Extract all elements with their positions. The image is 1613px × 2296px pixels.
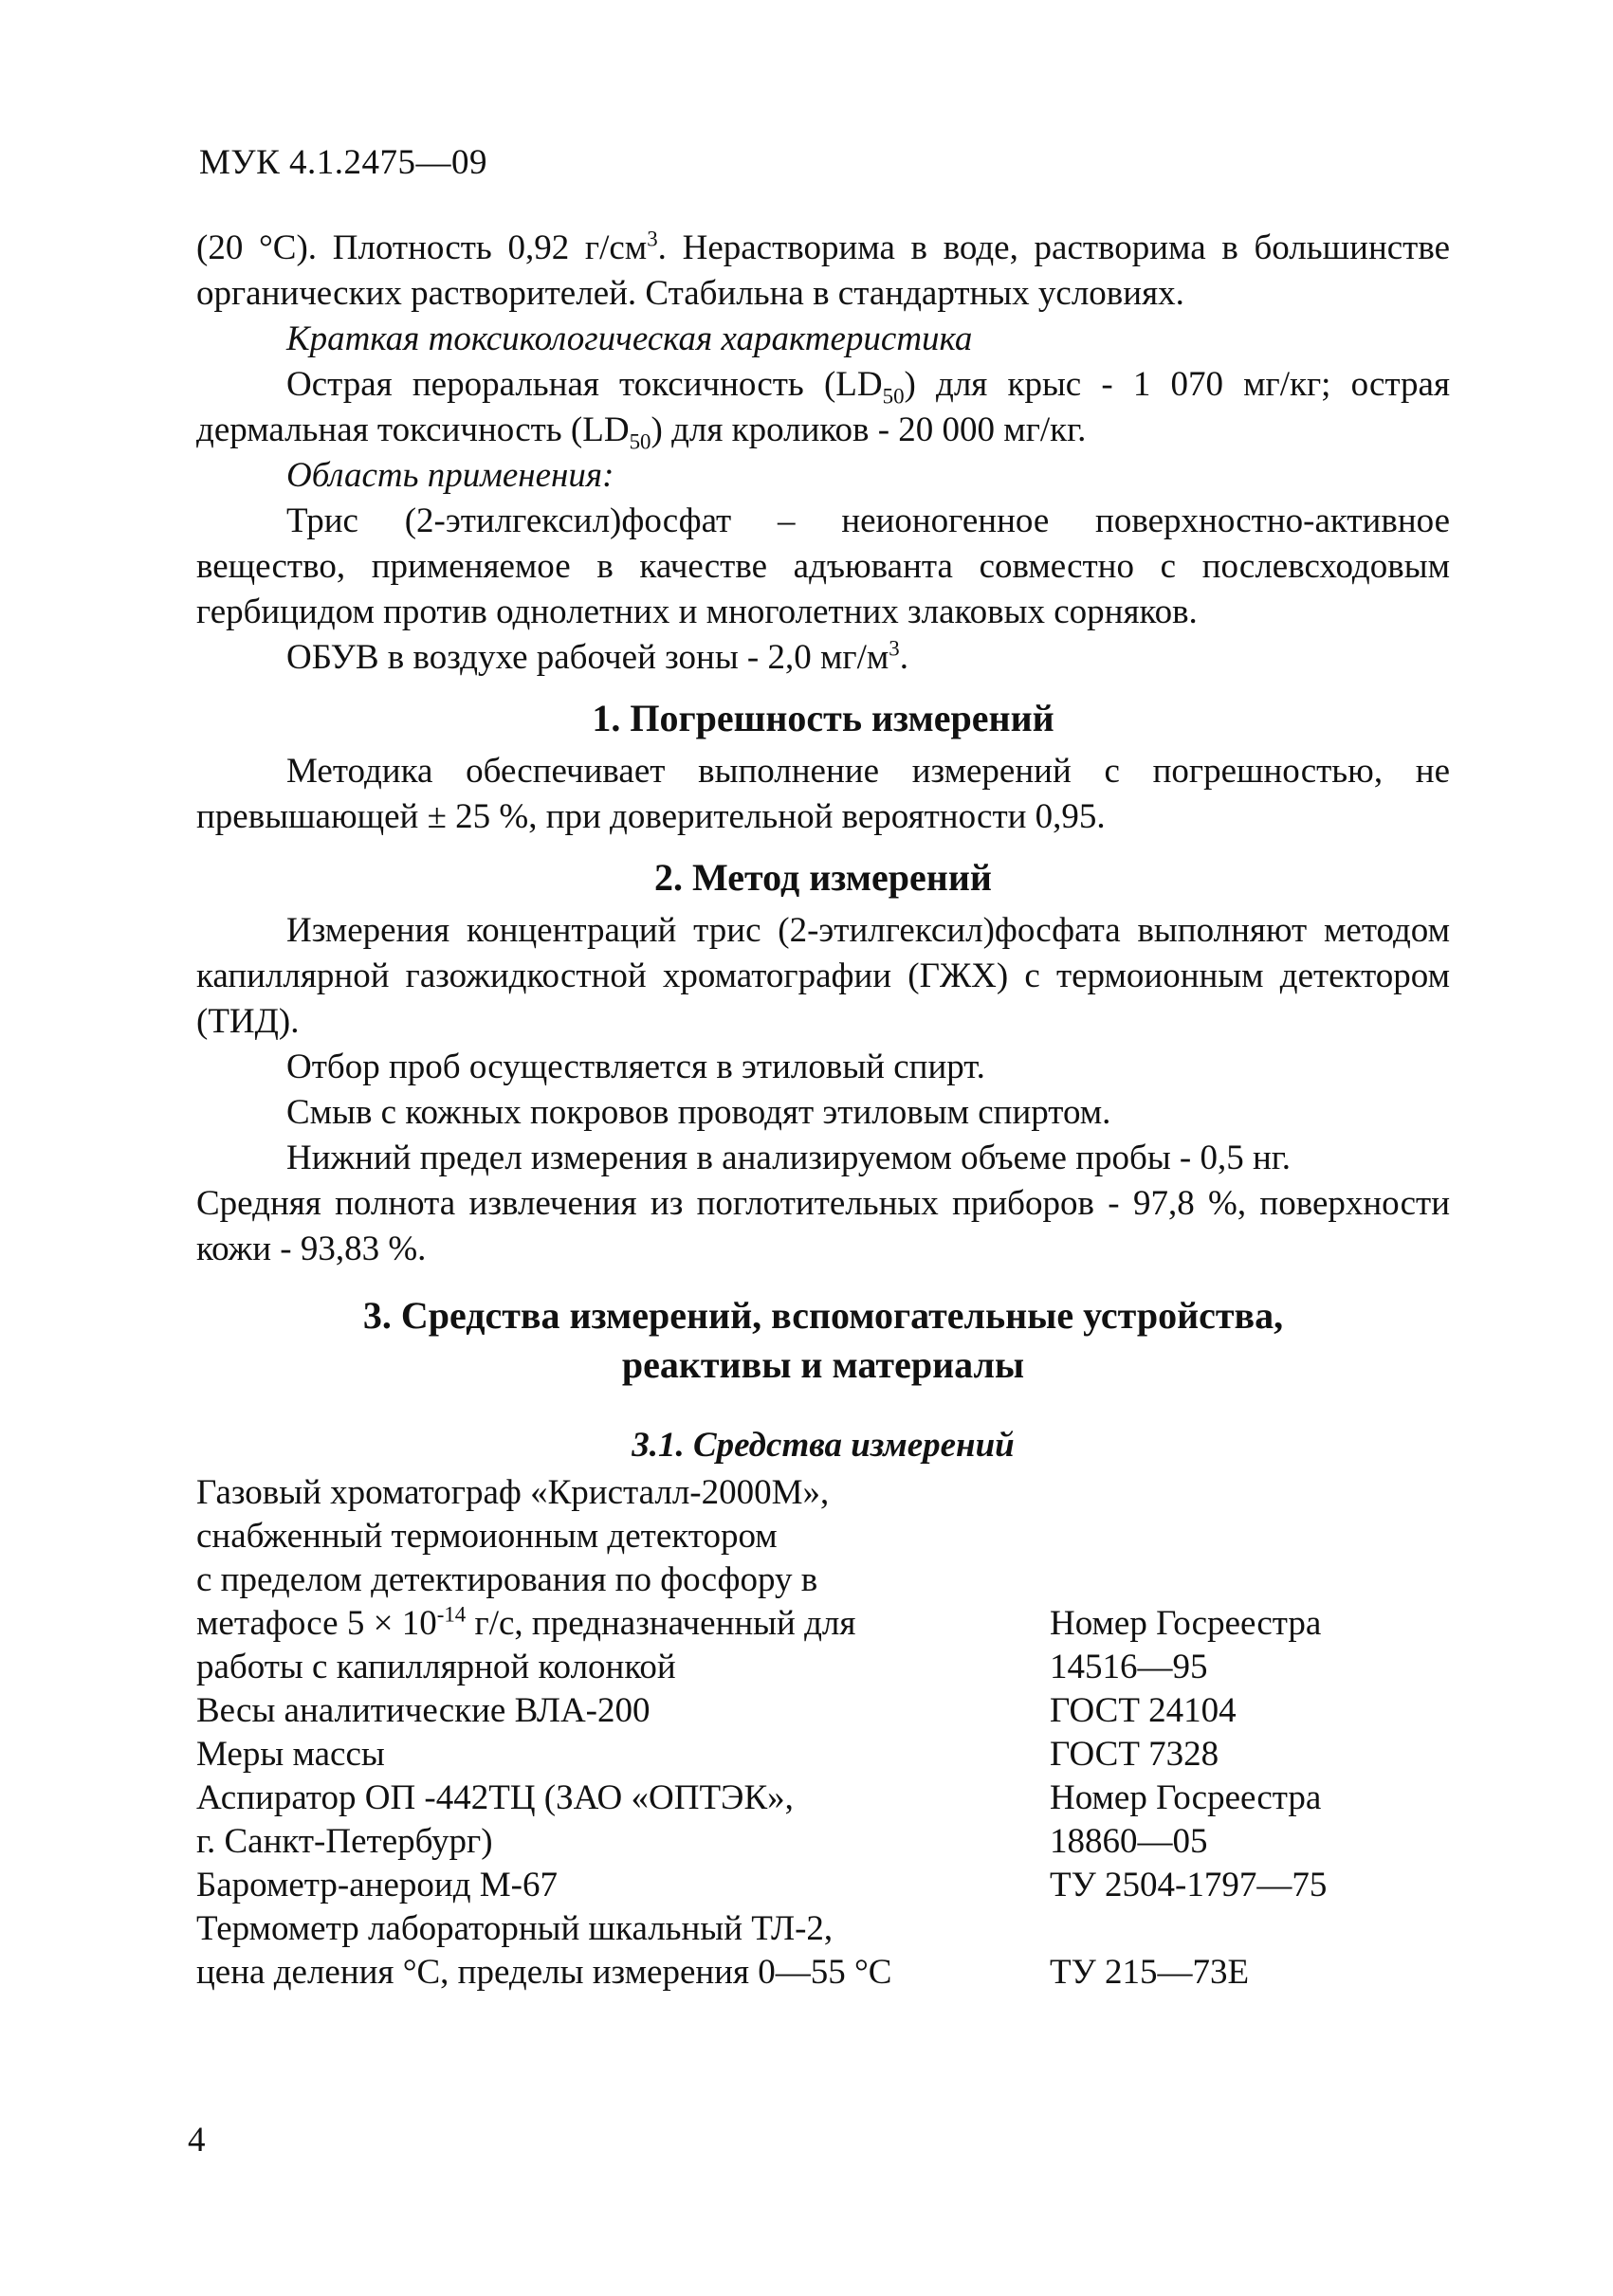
instrument-reference: ТУ 2504-1797—75	[1050, 1866, 1328, 1904]
instrument-reference: Номер Госреестра	[1050, 1778, 1322, 1817]
properties-lead: (20 °С). Плотность 0,92 г/см	[196, 228, 648, 267]
recovery-paragraph: Средняя полнота извлечения из поглотительных приборов - 97,8 %, поверхности кожи - 93,83 %.	[196, 1184, 1450, 1268]
instrument-reference: ГОСТ 7328	[1050, 1735, 1219, 1774]
section-3-title-line-2: реактивы и материалы	[621, 1343, 1025, 1386]
instrument-description: Газовый хроматограф «Кристалл-2000М»,	[196, 1473, 830, 1512]
skin-wash-paragraph: Смыв с кожных покровов проводят этиловым спиртом.	[286, 1093, 1111, 1132]
method-paragraph: Измерения концентраций трис (2-этилгексил)фосфата выполняют методом капиллярной газожидкостной хроматографии (ГЖХ) с термоионным детектором (ТИД).	[196, 911, 1450, 1041]
toxicity-part-1: Острая пероральная токсичность (LD	[286, 365, 883, 404]
subsection-3-1-title: 3.1. Средства измерений	[632, 1426, 1015, 1465]
instrument-description	[196, 1602, 1050, 1646]
metafos-exponent: -14	[436, 1602, 467, 1627]
instrument-description: Меры массы	[196, 1735, 385, 1774]
properties-paragraph	[196, 226, 1450, 317]
instrument-reference: ГОСТ 24104	[1050, 1691, 1237, 1730]
ld-subscript-1: 50	[882, 384, 905, 409]
section-1-text: Методика обеспечивает выполнение измерений с погрешностью, не превышающей ± 25 %, при доверительной вероятности 0,95.	[196, 752, 1450, 836]
toxicity-paragraph	[196, 362, 1450, 453]
instrument-description: цена деления °С, пределы измерения 0—55 °С	[196, 1953, 892, 1992]
instrument-description: Барометр-анероид М-67	[196, 1866, 558, 1904]
table-row	[196, 1602, 1450, 1646]
ld-subscript-2: 50	[629, 429, 651, 454]
instrument-description: работы с капиллярной колонкой	[196, 1648, 676, 1686]
section-1-title: 1. Погрешность измерений	[592, 697, 1054, 739]
application-heading: Область применения:	[286, 456, 614, 495]
page-number: 4	[188, 2121, 206, 2159]
table-row	[196, 1646, 1450, 1689]
instrument-reference: 18860—05	[1050, 1822, 1208, 1861]
table-row	[196, 1777, 1450, 1820]
lower-limit-paragraph: Нижний предел измерения в анализируемом объеме пробы - 0,5 нг.	[286, 1139, 1292, 1177]
instrument-reference	[1050, 1558, 1450, 1602]
table-row	[196, 1907, 1450, 1951]
instrument-reference	[1050, 1515, 1450, 1558]
obuv-paragraph	[196, 635, 1450, 681]
metafos-suffix: г/с, предназначенный для	[466, 1604, 856, 1643]
obuv-tail: .	[899, 638, 909, 677]
table-row	[196, 1951, 1450, 1995]
table-row	[196, 1689, 1450, 1733]
table-row	[196, 1471, 1450, 1515]
toxicity-part-3: ) для кроликов - 20 000 мг/кг.	[651, 410, 1087, 449]
table-row	[196, 1864, 1450, 1907]
table-row	[196, 1733, 1450, 1777]
obuv-exponent: 3	[889, 636, 900, 661]
section-3-title	[196, 1291, 1450, 1390]
document-code: МУК 4.1.2475—09	[199, 143, 488, 182]
table-row	[196, 1820, 1450, 1864]
metafos-prefix: метафосе 5 × 10	[196, 1604, 437, 1643]
instrument-reference	[1050, 1907, 1450, 1951]
page-content	[196, 226, 1450, 1995]
properties-tail: . Нерастворима в воде, растворима в большинстве органических растворителей. Стабильна в стандартных условиях.	[196, 228, 1451, 313]
instrument-description: снабженный термоионным детектором	[196, 1517, 778, 1556]
section-2-title: 2. Метод измерений	[654, 856, 992, 899]
sampling-paragraph: Отбор проб осуществляется в этиловый спирт.	[286, 1048, 985, 1086]
toxicology-heading: Краткая токсикологическая характеристика	[286, 319, 973, 358]
table-row	[196, 1558, 1450, 1602]
instruments-table	[196, 1471, 1450, 1995]
instrument-description: с пределом детектирования по фосфору в	[196, 1560, 818, 1599]
instrument-description: Весы аналитические ВЛА-200	[196, 1691, 651, 1730]
instrument-description: Аспиратор ОП -442ТЦ (ЗАО «ОПТЭК»,	[196, 1778, 794, 1817]
instrument-reference: ТУ 215—73Е	[1050, 1953, 1250, 1992]
obuv-text: ОБУВ в воздухе рабочей зоны - 2,0 мг/м	[286, 638, 889, 677]
table-row	[196, 1515, 1450, 1558]
density-exponent: 3	[647, 227, 658, 251]
instrument-description: г. Санкт-Петербург)	[196, 1822, 493, 1861]
instrument-reference: 14516—95	[1050, 1648, 1208, 1686]
application-paragraph: Трис (2-этилгексил)фосфат – неионогенное поверхностно-активное вещество, применяемое в качестве адъюванта совместно с послевсходовым гербицидом против однолетних и многолетних злаковых сорняков.	[196, 501, 1450, 631]
instrument-description: Термометр лабораторный шкальный ТЛ-2,	[196, 1909, 834, 1948]
instrument-reference: Номер Госреестра	[1050, 1604, 1322, 1643]
instrument-reference	[1050, 1471, 1450, 1515]
toxicity-part-2: ) для крыс - 1 070 мг/кг; острая дермальная токсичность (LD	[196, 365, 1451, 449]
section-3-title-line-1: 3. Средства измерений, вспомогательные устройства,	[362, 1294, 1284, 1337]
